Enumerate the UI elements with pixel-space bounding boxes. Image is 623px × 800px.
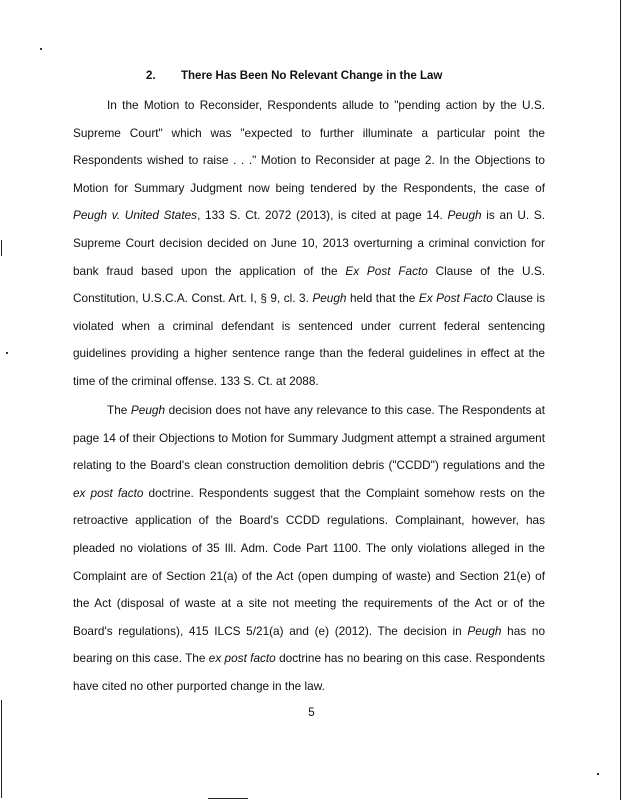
page-number: 5 [308,707,315,719]
legal-term: ex post facto [73,485,144,500]
text-run: held that the [346,291,419,306]
text-run: The [107,403,131,417]
text-run: decision does not have any relevance to this case. The Respondents at page 14 of their Objections to Motion for Summary Judgment attempt a strained argument relating to the Board's clean construction demolition debris ("CCDD") regulations and the [73,403,545,473]
scan-edge-right [620,0,621,800]
section-number: 2. [146,70,156,82]
case-citation: Peugh v. United States [73,208,198,223]
text-run: is an U. S. Supreme Court decision decided on June 10, 2013 overturning a criminal conviction for bank fraud based upon the application of the [73,208,545,278]
scan-speck [6,352,8,354]
text-run: doctrine. Respondents suggest that the Complaint somehow rests on the retroactive application of the Board's CCDD regulations. Complainant, however, has pleaded no violations of 35 Ill. Adm. Code Part 1100. The only violations alleged in the Complaint are of Section 21(a) of the Act (open dumping of waste) and Section 21(e) of the Act (disposal of waste at a site not meeting the requirements of the Act or of the Board's regulations), 415 ILCS 5/21(a) and (e) (2012). The decision in [73,485,545,638]
scan-speck [40,48,42,50]
case-name: Peugh [312,291,347,306]
paragraph-peugh-background [73,92,545,396]
text-run: Clause of the U.S. Constitution, U.S.C.A. Const. Art. I, § 9, cl. 3. [73,263,545,306]
scan-speck [597,773,599,775]
text-run: has no bearing on this case. The [73,623,546,666]
text-run: In the Motion to Reconsider, Respondents allude to "pending action by the U.S. Supreme Court" which was "expected to further illuminate a particular point the Respondents wished to raise . . ." Motion to Reconsider at page 2. In the Objections to Motion for Summary Judgment now being tendered by the Respondents, the case of [73,98,545,195]
text-run: , 133 S. Ct. 2072 (2013), is cited at page 14. [197,208,448,223]
case-name: Peugh [447,208,482,223]
legal-term: Ex Post Facto [418,291,493,306]
text-run: doctrine has no bearing on this case. Respondents have cited no other purported change in the law. [73,651,545,693]
case-name: Peugh [130,403,166,417]
case-name: Peugh [467,623,502,638]
paragraph-relevance [73,397,545,701]
legal-term: Ex Post Facto [345,263,428,278]
scan-edge-left-top [1,240,2,256]
legal-term: ex post facto [208,651,276,666]
section-title: There Has Been No Relevant Change in the Law [181,70,443,82]
text-run: Clause is violated when a criminal defendant is sentenced under current federal sentencing guidelines providing a higher sentence range than the federal guidelines in effect at the time of the criminal offense. 133 S. Ct. at 2088. [73,291,546,388]
scan-edge-bottom [208,798,248,799]
